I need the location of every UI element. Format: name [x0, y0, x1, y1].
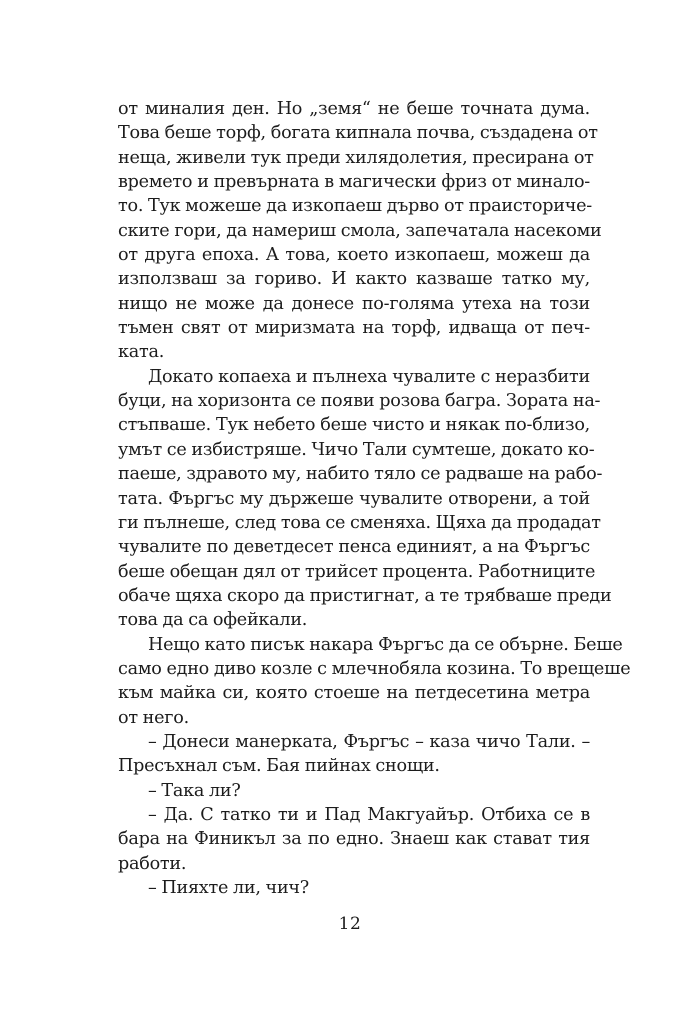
text-line: от друга епоха. А това, което изкопаеш, можеш да — [118, 245, 590, 266]
text-line: буци, на хоризонта се появи розова багра. Зората на- — [118, 391, 601, 412]
text-line: стъпваше. Тук небето беше чисто и някак по-близо, — [118, 415, 590, 436]
text-line: към майка си, която стоеше на петдесетина метра — [118, 683, 590, 704]
text-line: – Донеси манерката, Фъргъс – каза чичо Тали. – — [148, 731, 590, 752]
paragraph — [118, 633, 631, 730]
text-line: тъмен свят от миризмата на торф, идваща от печ- — [118, 318, 590, 339]
text-line: времето и превърната в магически фриз от минало- — [118, 172, 590, 193]
text-line: използваш за гориво. И както казваше татко му, — [118, 269, 590, 290]
paragraph — [118, 803, 590, 876]
paragraph — [118, 730, 590, 779]
text-line: ги пълнеше, след това се сменяха. Щяха да продадат — [118, 512, 601, 533]
text-line: Това беше торф, богата кипнала почва, създадена от — [118, 123, 598, 144]
paragraph — [118, 365, 612, 633]
text-line: бара на Финикъл за по едно. Знаеш как стават тия — [118, 829, 590, 850]
text-line: Пресъхнал съм. Бая пийнах снощи. — [118, 756, 440, 777]
text-line: беше обещан дял от трийсет процента. Работниците — [118, 561, 596, 582]
text-line: паеше, здравото му, набито тяло се радваше на рабо- — [118, 464, 603, 485]
text-line: – Да. С татко ти и Пад Макгуайър. Отбиха се в — [148, 804, 590, 825]
text-line: то. Тук можеше да изкопаеш дърво от праисториче- — [118, 196, 592, 217]
text-line: от миналия ден. Но „земя“ не беше точната дума. — [118, 99, 590, 119]
text-line: само едно диво козле с млечнобяла козина. То врещеше — [118, 658, 631, 679]
text-line: ката. — [118, 342, 165, 363]
paragraph — [118, 876, 590, 900]
text-line: Нещо като писък накара Фъргъс да се обърне. Беше — [148, 634, 623, 655]
text-line: – Пияхте ли, чич? — [148, 878, 309, 898]
text-line: тата. Фъргъс му държеше чувалите отворени, а той — [118, 488, 590, 509]
text-line: нищо не може да донесе по-голяма утеха на този — [118, 293, 590, 314]
text-line: от него. — [118, 707, 189, 728]
paragraph — [118, 779, 590, 803]
text-line: това да са офейкали. — [118, 610, 308, 631]
text-line: Докато копаеха и пълнеха чувалите с неразбити — [148, 366, 590, 387]
text-line: обаче щяха скоро да пристигнат, а те трябваше преди — [118, 585, 612, 606]
text-line: работи. — [118, 853, 187, 874]
text-line: чувалите по деветдесет пенса единият, а на Фъргъс — [118, 537, 590, 558]
text-line: умът се избистряше. Чичо Тали сумтеше, докато ко- — [118, 439, 595, 460]
page-number: 12 — [338, 914, 362, 934]
paragraph — [118, 97, 602, 365]
text-line: ските гори, да намериш смола, запечатала насекоми — [118, 220, 602, 241]
text-line: неща, живели тук преди хилядолетия, пресирана от — [118, 147, 594, 168]
text-line: – Така ли? — [148, 780, 241, 801]
body-text — [118, 97, 631, 900]
